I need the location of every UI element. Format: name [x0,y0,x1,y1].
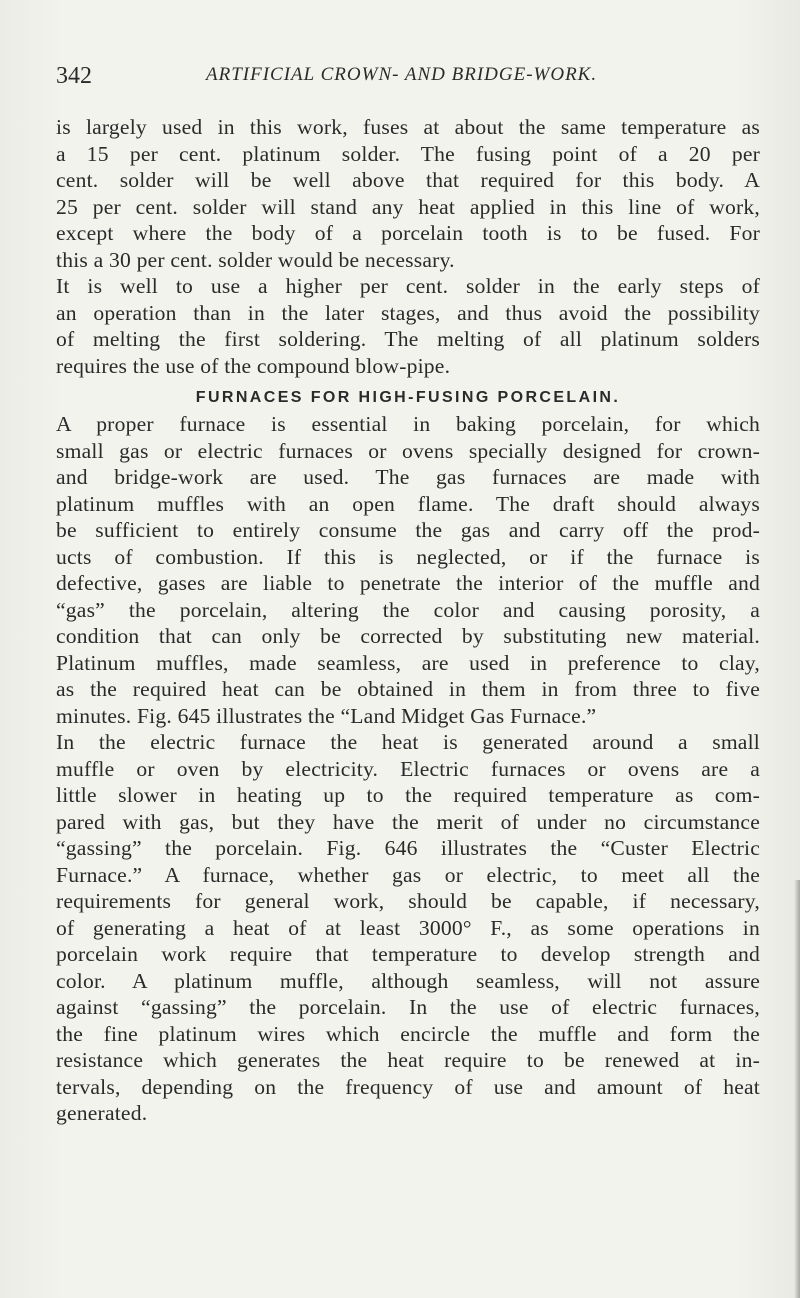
text-line: is largely used in this work, fuses at about the same temperature as [56,115,760,139]
paragraph-1 [56,114,760,273]
text-line: small gas or electric furnaces or ovens specially designed for crown- [56,438,760,463]
text-line: A proper furnace is essential in baking porcelain, for which [56,412,760,436]
text-line: requires the use of the compound blow-pipe. [56,353,451,378]
text-line: 25 per cent. solder will stand any heat applied in this line of work, [56,194,760,219]
page-edge-shadow [794,880,800,1298]
page-header [56,63,756,93]
text-line: resistance which generates the heat require to be renewed at in- [56,1048,760,1072]
section-heading: FURNACES FOR HIGH-FUSING PORCELAIN. [195,389,621,406]
text-line: muffle or oven by electricity. Electric furnaces or ovens are a [56,756,760,781]
page-number: 342 [56,63,92,89]
text-line: condition that can only be corrected by substituting new material. [56,624,760,648]
text-line: tervals, depending on the frequency of use and amount of heat [56,1074,760,1099]
text-line: “gas” the porcelain, altering the color and causing porosity, a [56,597,760,622]
text-line: pared with gas, but they have the merit of under no circumstance [56,809,760,834]
text-line: and bridge-work are used. The gas furnaces are made with [56,465,760,489]
section-paragraph-1 [56,411,760,729]
text-line: as the required heat can be obtained in them in from three to five [56,677,760,701]
text-line: defective, gases are liable to penetrate the interior of the muffle and [56,571,760,595]
text-line: except where the body of a porcelain tooth is to be fused. For [56,221,760,245]
text-line: minutes. Fig. 645 illustrates the “Land Midget Gas Furnace.” [56,703,597,728]
running-title: ARTIFICIAL CROWN- AND BRIDGE-WORK. [206,64,598,85]
text-line: generated. [56,1101,148,1125]
text-line: porcelain work require that temperature to develop strength and [56,942,760,966]
text-line: requirements for general work, should be capable, if necessary, [56,889,760,913]
paragraph-2 [56,273,760,379]
text-line: be sufficient to entirely consume the gas and carry off the prod- [56,518,760,542]
text-line: of generating a heat of at least 3000° F., as some operations in [56,915,760,940]
text-line: platinum muffles with an open flame. The draft should always [56,491,760,516]
text-line: “gassing” the porcelain. Fig. 646 illustrates the “Custer Electric [56,836,760,860]
section-paragraph-2 [56,729,760,1127]
text-line: little slower in heating up to the required temperature as com- [56,783,760,807]
text-line: Furnace.” A furnace, whether gas or electric, to meet all the [56,862,760,887]
text-line: In the electric furnace the heat is generated around a small [56,730,760,754]
body-text [56,114,760,1127]
text-line: Platinum muffles, made seamless, are used in preference to clay, [56,650,760,675]
text-line: this a 30 per cent. solder would be necessary. [56,247,455,272]
text-line: against “gassing” the porcelain. In the use of electric furnaces, [56,995,760,1019]
text-line: an operation than in the later stages, and thus avoid the possibility [56,300,760,325]
text-line: the fine platinum wires which encircle the muffle and form the [56,1021,760,1046]
text-line: ucts of combustion. If this is neglected, or if the furnace is [56,544,760,569]
text-line: of melting the first soldering. The melting of all platinum solders [56,327,760,351]
text-line: It is well to use a higher per cent. solder in the early steps of [56,274,760,298]
text-line: cent. solder will be well above that required for this body. A [56,168,760,192]
text-line: a 15 per cent. platinum solder. The fusing point of a 20 per [56,141,760,166]
text-line: color. A platinum muffle, although seamless, will not assure [56,968,760,993]
